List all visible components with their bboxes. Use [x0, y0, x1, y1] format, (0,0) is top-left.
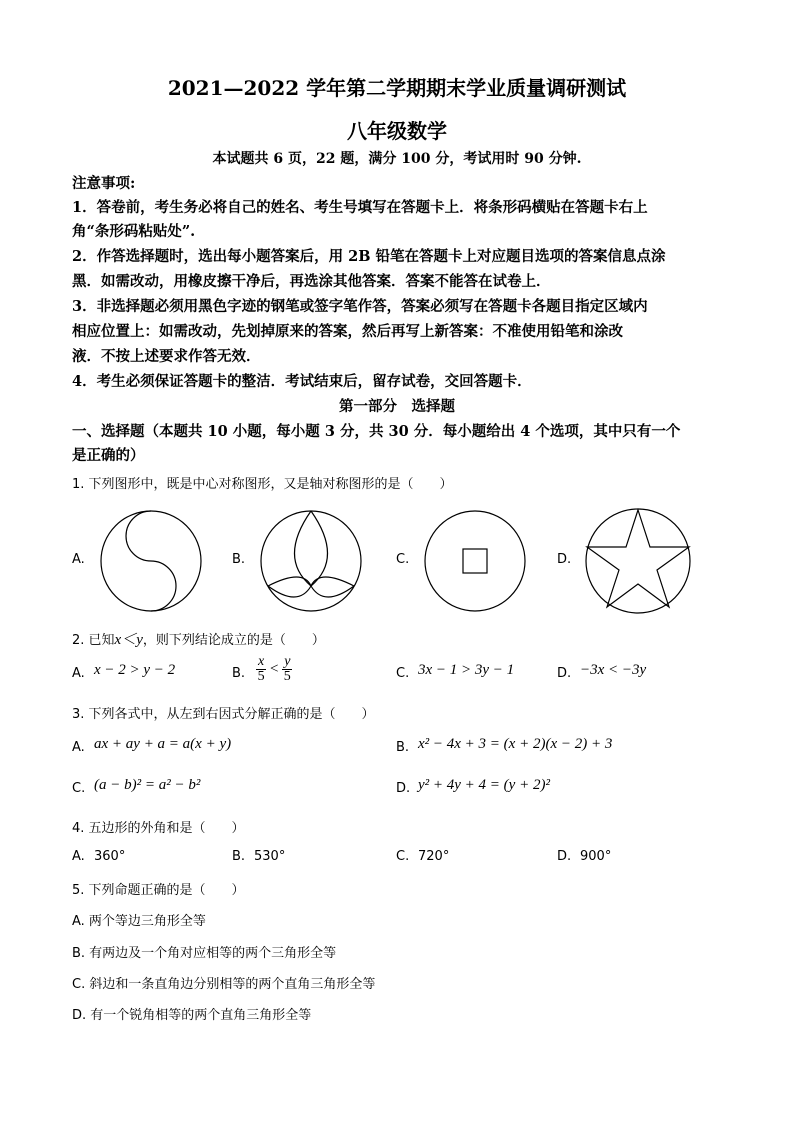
q2-option-d-expr: −3x < −3y [580, 662, 647, 678]
note-line: 角“条形码粘贴处”. [72, 223, 196, 240]
exam-title: 2021—2022 学年第二学期期末学业质量调研测试 [167, 76, 627, 100]
q1-stem: 1. 下列图形中，既是中心对称图形，又是轴对称图形的是（ ） [72, 477, 453, 492]
q3-option-a-expr: ax + ay + a = a(x + y) [94, 736, 232, 752]
q5-option-b: B. 有两边及一个角对应相等的两个三角形全等 [72, 946, 337, 961]
q2-option-a-expr: x − 2 > y − 2 [94, 662, 176, 678]
q3-option-b-label: B. [396, 740, 410, 755]
note-line: 液．不按上述要求作答无效． [72, 348, 261, 365]
q2-condition: x＜y [114, 632, 143, 648]
q4-option-a-label: A. [72, 849, 85, 864]
q5-option-d: D. 有一个锐角相等的两个直角三角形全等 [72, 1008, 312, 1023]
note-line: 1．答卷前，考生务必将自己的姓名、考生号填写在答题卡上．将条形码横贴在答题卡右上 [72, 199, 648, 216]
part1-heading: 第一部分 选择题 [339, 398, 455, 415]
note-line: 2．作答选择题时，选出每小题答案后，用 2B 铅笔在答题卡上对应题目选项的答案信息点涂 [72, 248, 666, 265]
q1-option-c-label: C. [396, 552, 410, 567]
q2-stem-post: ，则下列结论成立的是（ ） [142, 633, 325, 648]
exam-meta: 本试题共 6 页，22 题，满分 100 分，考试用时 90 分钟. [212, 151, 582, 167]
q2-option-c-expr: 3x − 1 > 3y − 1 [418, 662, 515, 678]
q4-option-c-label: C. [396, 849, 410, 864]
q3-option-c-expr: (a − b)² = a² − b² [94, 777, 201, 793]
q2-option-c-label: C. [396, 666, 410, 681]
exam-subtitle: 八年级数学 [347, 119, 447, 143]
q4-option-d-label: D. [557, 849, 572, 864]
note-line: 4．考生必须保证答题卡的整洁．考试结束后，留存试卷，交回答题卡． [72, 373, 532, 390]
q1-option-a-label: A. [72, 552, 85, 567]
q3-stem: 3. 下列各式中，从左到右因式分解正确的是（ ） [72, 707, 375, 722]
q4-option-c-value: 720° [418, 849, 450, 864]
q2-option-d-label: D. [557, 666, 572, 681]
q3-option-d-label: D. [396, 781, 411, 796]
q5-option-c: C. 斜边和一条直角边分别相等的两个直角三角形全等 [72, 977, 376, 992]
less-than-sign: < [269, 660, 279, 677]
q2-stem [72, 628, 325, 649]
note-line: 黑．如需改动，用橡皮擦干净后，再选涂其他答案．答案不能答在试卷上． [72, 273, 551, 290]
q3-option-c-label: C. [72, 781, 86, 796]
q2-option-b-label: B. [232, 666, 246, 681]
q4-option-a-value: 360° [94, 849, 126, 864]
section-heading-cont: 是正确的） [72, 447, 145, 464]
taiji-figure [98, 508, 204, 614]
notes-heading: 注意事项: [72, 175, 136, 192]
star-in-circle-figure [583, 506, 693, 616]
fraction-numerator: x [258, 654, 265, 669]
q5-option-a: A. 两个等边三角形全等 [72, 914, 206, 929]
note-line: 3．非选择题必须用黑色字迹的钢笔或签字笔作答，答案必须写在答题卡各题目指定区域内 [72, 298, 648, 315]
three-arcs-figure [258, 508, 364, 614]
q3-option-d-expr: y² + 4y + 4 = (y + 2)² [418, 777, 550, 793]
q1-option-b-label: B. [232, 552, 246, 567]
q2-stem-pre: 2. 已知 [72, 633, 115, 648]
q2-option-b-expr [256, 655, 292, 684]
q2-option-a-label: A. [72, 666, 85, 681]
q4-option-d-value: 900° [580, 849, 612, 864]
q4-option-b-value: 530° [254, 849, 286, 864]
fraction-denominator: 5 [257, 669, 265, 684]
q3-option-a-label: A. [72, 740, 85, 755]
q5-stem: 5. 下列命题正确的是（ ） [72, 883, 245, 898]
section-heading: 一、选择题（本题共 10 小题，每小题 3 分，共 30 分．每小题给出 4 个选项，其中只有一个 [72, 423, 681, 440]
q1-option-d-label: D. [557, 552, 572, 567]
note-line: 相应位置上：如需改动，先划掉原来的答案，然后再写上新答案：不准使用铅笔和涂改 [72, 323, 623, 340]
q4-option-b-label: B. [232, 849, 246, 864]
fraction-numerator: y [284, 654, 291, 669]
q4-stem: 4. 五边形的外角和是（ ） [72, 821, 245, 836]
fraction-denominator: 5 [283, 669, 291, 684]
coin-square-figure [422, 508, 528, 614]
q3-option-b-expr: x² − 4x + 3 = (x + 2)(x − 2) + 3 [418, 736, 613, 752]
